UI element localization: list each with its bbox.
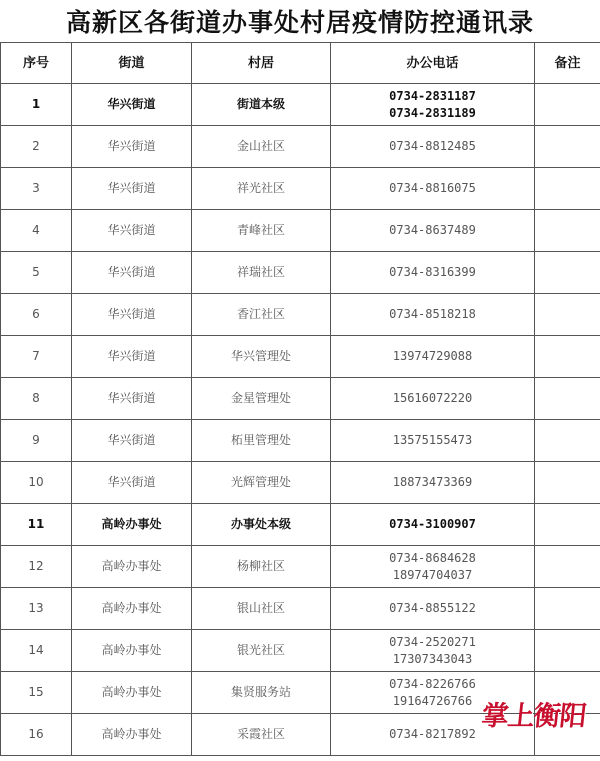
table-row bbox=[1, 462, 600, 504]
cell-number: 1 bbox=[1, 84, 72, 126]
table-body bbox=[1, 84, 600, 756]
phone-number: 19164726766 bbox=[392, 693, 473, 708]
cell-note bbox=[535, 294, 600, 336]
cell-note bbox=[535, 588, 600, 630]
cell-phone bbox=[331, 588, 535, 630]
table-header-row bbox=[1, 43, 600, 84]
cell-number: 8 bbox=[1, 378, 72, 420]
cell-note bbox=[535, 210, 600, 252]
table-row bbox=[1, 504, 600, 546]
cell-street: 华兴街道 bbox=[72, 462, 192, 504]
cell-community: 香江社区 bbox=[192, 294, 331, 336]
cell-note bbox=[535, 504, 600, 546]
cell-community: 金星管理处 bbox=[192, 378, 331, 420]
phone-number: 0734-8316399 bbox=[389, 265, 476, 279]
cell-community: 银山社区 bbox=[192, 588, 331, 630]
cell-street: 高岭办事处 bbox=[72, 714, 192, 756]
cell-note bbox=[535, 378, 600, 420]
cell-note bbox=[535, 252, 600, 294]
table-row bbox=[1, 252, 600, 294]
cell-number: 6 bbox=[1, 294, 72, 336]
cell-street: 高岭办事处 bbox=[72, 546, 192, 588]
watermark-logo: 掌上衡阳 bbox=[480, 701, 588, 732]
phone-number: 0734-8217892 bbox=[389, 727, 476, 741]
table-row bbox=[1, 168, 600, 210]
table-row bbox=[1, 378, 600, 420]
cell-number: 11 bbox=[1, 504, 72, 546]
cell-street: 华兴街道 bbox=[72, 84, 192, 126]
cell-street: 华兴街道 bbox=[72, 126, 192, 168]
cell-number: 7 bbox=[1, 336, 72, 378]
phone-number: 0734-8812485 bbox=[389, 139, 476, 153]
table-row bbox=[1, 630, 600, 672]
phone-number: 15616072220 bbox=[392, 391, 473, 405]
cell-street: 高岭办事处 bbox=[72, 630, 192, 672]
cell-note bbox=[535, 84, 600, 126]
column-header-phone: 办公电话 bbox=[331, 43, 535, 84]
phone-number: 0734-8226766 bbox=[389, 676, 476, 691]
cell-number: 9 bbox=[1, 420, 72, 462]
cell-phone bbox=[331, 630, 535, 672]
cell-note bbox=[535, 546, 600, 588]
cell-community: 光辉管理处 bbox=[192, 462, 331, 504]
phone-number: 0734-8816075 bbox=[389, 181, 476, 195]
page-title: 高新区各街道办事处村居疫情防控通讯录 bbox=[65, 8, 534, 37]
phone-number: 17307343043 bbox=[392, 651, 473, 666]
cell-phone bbox=[331, 504, 535, 546]
cell-note bbox=[535, 420, 600, 462]
cell-number: 4 bbox=[1, 210, 72, 252]
cell-number: 10 bbox=[1, 462, 72, 504]
cell-number: 12 bbox=[1, 546, 72, 588]
cell-community: 杨柳社区 bbox=[192, 546, 331, 588]
cell-phone bbox=[331, 126, 535, 168]
cell-number: 16 bbox=[1, 714, 72, 756]
phone-number: 13575155473 bbox=[392, 433, 473, 447]
cell-note bbox=[535, 126, 600, 168]
cell-number: 13 bbox=[1, 588, 72, 630]
phone-number: 0734-8684628 bbox=[389, 550, 476, 565]
cell-street: 华兴街道 bbox=[72, 378, 192, 420]
cell-street: 华兴街道 bbox=[72, 168, 192, 210]
cell-community: 金山社区 bbox=[192, 126, 331, 168]
cell-community: 青峰社区 bbox=[192, 210, 331, 252]
cell-phone bbox=[331, 462, 535, 504]
phone-number: 18873473369 bbox=[392, 475, 473, 489]
cell-community: 集贤服务站 bbox=[192, 672, 331, 714]
cell-community: 祥瑞社区 bbox=[192, 252, 331, 294]
phone-number: 0734-2520271 bbox=[389, 634, 476, 649]
cell-street: 高岭办事处 bbox=[72, 504, 192, 546]
column-header-community: 村居 bbox=[192, 43, 331, 84]
cell-street: 高岭办事处 bbox=[72, 588, 192, 630]
table-row bbox=[1, 420, 600, 462]
contact-table bbox=[0, 42, 600, 756]
cell-street: 华兴街道 bbox=[72, 336, 192, 378]
cell-community: 祥光社区 bbox=[192, 168, 331, 210]
cell-street: 高岭办事处 bbox=[72, 672, 192, 714]
table-row bbox=[1, 588, 600, 630]
cell-number: 2 bbox=[1, 126, 72, 168]
column-header-note: 备注 bbox=[535, 43, 600, 84]
table-row bbox=[1, 336, 600, 378]
phone-number: 0734-2831189 bbox=[389, 105, 476, 120]
cell-phone bbox=[331, 252, 535, 294]
table-row bbox=[1, 84, 600, 126]
cell-community: 柘里管理处 bbox=[192, 420, 331, 462]
cell-note bbox=[535, 336, 600, 378]
cell-community: 街道本级 bbox=[192, 84, 331, 126]
cell-community: 采霞社区 bbox=[192, 714, 331, 756]
cell-phone bbox=[331, 84, 535, 126]
cell-community: 办事处本级 bbox=[192, 504, 331, 546]
phone-number: 0734-2831187 bbox=[389, 88, 476, 103]
table-row bbox=[1, 126, 600, 168]
cell-number: 3 bbox=[1, 168, 72, 210]
cell-phone bbox=[331, 378, 535, 420]
phone-number: 0734-8518218 bbox=[389, 307, 476, 321]
cell-community: 银光社区 bbox=[192, 630, 331, 672]
cell-phone bbox=[331, 294, 535, 336]
cell-street: 华兴街道 bbox=[72, 210, 192, 252]
cell-phone bbox=[331, 336, 535, 378]
cell-note bbox=[535, 630, 600, 672]
phone-number: 0734-8855122 bbox=[389, 601, 476, 615]
column-header-street: 街道 bbox=[72, 43, 192, 84]
cell-number: 14 bbox=[1, 630, 72, 672]
cell-number: 15 bbox=[1, 672, 72, 714]
cell-note bbox=[535, 462, 600, 504]
table-row bbox=[1, 546, 600, 588]
phone-number: 18974704037 bbox=[392, 567, 473, 582]
cell-number: 5 bbox=[1, 252, 72, 294]
cell-phone bbox=[331, 546, 535, 588]
column-header-number: 序号 bbox=[1, 43, 72, 84]
cell-street: 华兴街道 bbox=[72, 294, 192, 336]
phone-number: 0734-3100907 bbox=[389, 517, 476, 531]
phone-number: 13974729088 bbox=[392, 349, 473, 363]
cell-street: 华兴街道 bbox=[72, 420, 192, 462]
cell-community: 华兴管理处 bbox=[192, 336, 331, 378]
cell-phone bbox=[331, 420, 535, 462]
table-row bbox=[1, 210, 600, 252]
cell-phone bbox=[331, 210, 535, 252]
cell-note bbox=[535, 168, 600, 210]
cell-phone bbox=[331, 168, 535, 210]
table-row bbox=[1, 294, 600, 336]
cell-street: 华兴街道 bbox=[72, 252, 192, 294]
phone-number: 0734-8637489 bbox=[389, 223, 476, 237]
